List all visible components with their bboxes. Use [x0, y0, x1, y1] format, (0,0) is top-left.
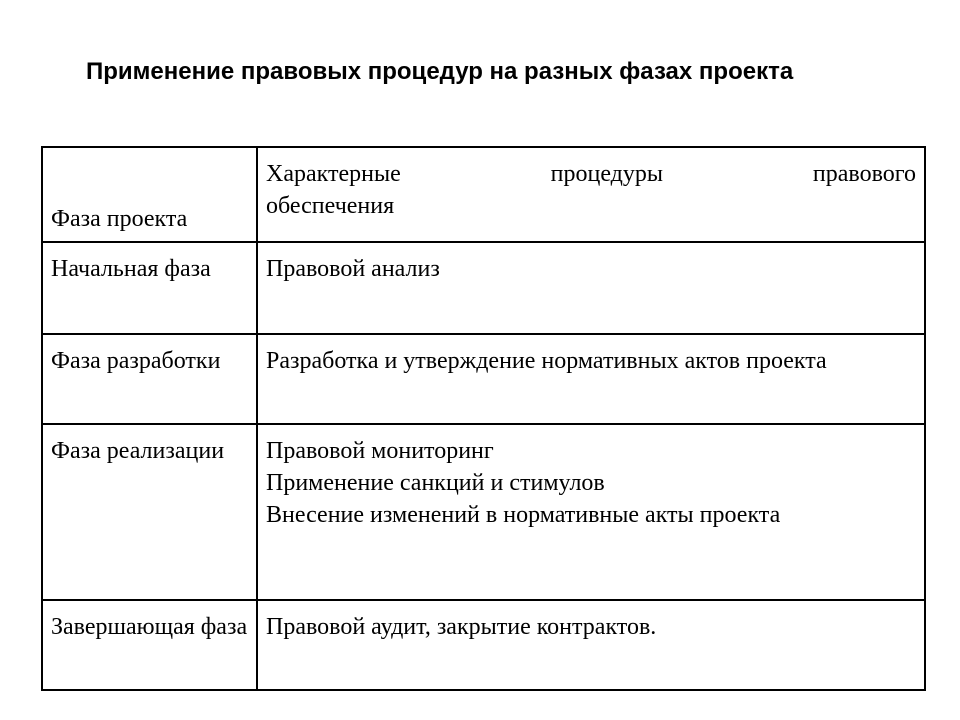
procedures-cell: [257, 334, 925, 424]
table-row: [42, 334, 925, 424]
procedure-item: Правовой анализ: [266, 256, 440, 282]
phase-label: Фаза разработки: [51, 348, 221, 374]
header-procedures-cell: [257, 147, 925, 242]
header-phase-label: Фаза проекта: [51, 206, 188, 232]
procedures-cell: [257, 600, 925, 690]
procedure-item: Внесение изменений в нормативные акты проекта: [266, 502, 781, 528]
table-row: [42, 600, 925, 690]
phases-table: [41, 146, 926, 691]
phase-cell: [42, 600, 257, 690]
phase-label: Фаза реализации: [51, 438, 225, 464]
procedure-item: Правовой мониторинг: [266, 438, 494, 464]
page-title: Применение правовых процедур на разных фазах проекта: [86, 58, 794, 85]
phase-label: Начальная фаза: [51, 256, 211, 282]
header-procedures-line-2: обеспечения: [266, 193, 395, 219]
table-row: [42, 242, 925, 334]
procedures-cell: [257, 242, 925, 334]
table-row: [42, 424, 925, 600]
procedure-item: Разработка и утверждение нормативных актов проекта: [266, 348, 827, 374]
header-procedures-line-1: Характерные процедуры правового: [266, 161, 916, 187]
phase-cell: [42, 242, 257, 334]
table-header-row: [42, 147, 925, 242]
phase-label: Завершающая фаза: [51, 614, 248, 640]
procedure-item: Применение санкций и стимулов: [266, 470, 605, 496]
phase-cell: [42, 424, 257, 600]
header-phase-cell: [42, 147, 257, 242]
phase-cell: [42, 334, 257, 424]
procedure-item: Правовой аудит, закрытие контрактов.: [266, 614, 657, 640]
procedures-cell: [257, 424, 925, 600]
